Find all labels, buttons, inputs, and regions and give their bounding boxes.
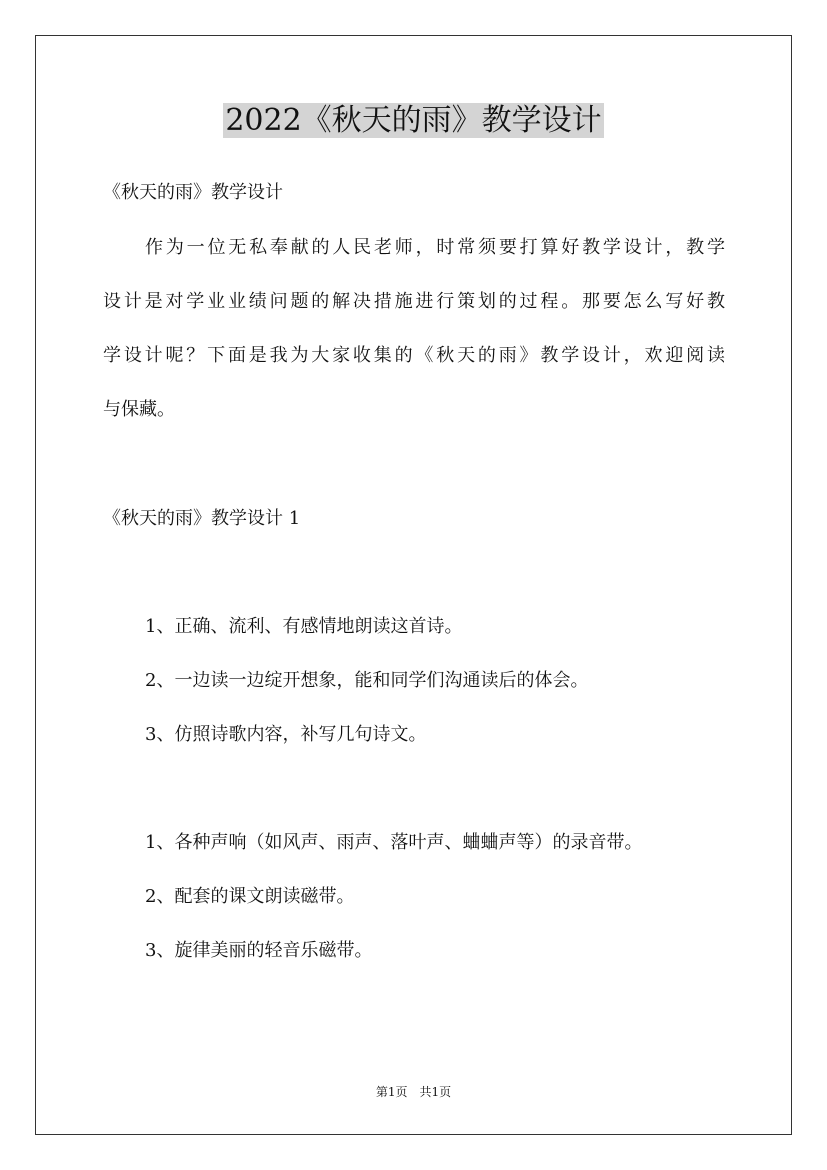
material-item-1: 1、各种声响（如风声、雨声、落叶声、蛐蛐声等）的录音带。 <box>145 832 643 853</box>
intro-line-1: 作为一位无私奉献的人民老师，时常须要打算好教学设计，教学 <box>145 237 725 258</box>
material-item-3: 3、旋律美丽的轻音乐磁带。 <box>145 940 373 961</box>
document-title <box>0 101 827 141</box>
intro-line-2: 设计是对学业业绩问题的解决措施进行策划的过程。那要怎么写好教 <box>103 291 725 312</box>
section-heading: 《秋天的雨》教学设计 1 <box>103 508 301 529</box>
document-subtitle: 《秋天的雨》教学设计 <box>103 182 283 203</box>
material-item-2: 2、配套的课文朗读磁带。 <box>145 886 355 907</box>
intro-line-3: 学设计呢？下面是我为大家收集的《秋天的雨》教学设计，欢迎阅读 <box>103 345 725 366</box>
document-title-text: 2022《秋天的雨》教学设计 <box>225 103 602 138</box>
intro-line-4: 与保藏。 <box>103 399 175 420</box>
goal-item-3: 3、仿照诗歌内容，补写几句诗文。 <box>145 724 427 745</box>
page-number-footer: 第1页 共1页 <box>375 1085 452 1099</box>
goal-item-2: 2、一边读一边绽开想象，能和同学们沟通读后的体会。 <box>145 670 589 691</box>
goal-item-1: 1、正确、流利、有感情地朗读这首诗。 <box>145 616 463 637</box>
